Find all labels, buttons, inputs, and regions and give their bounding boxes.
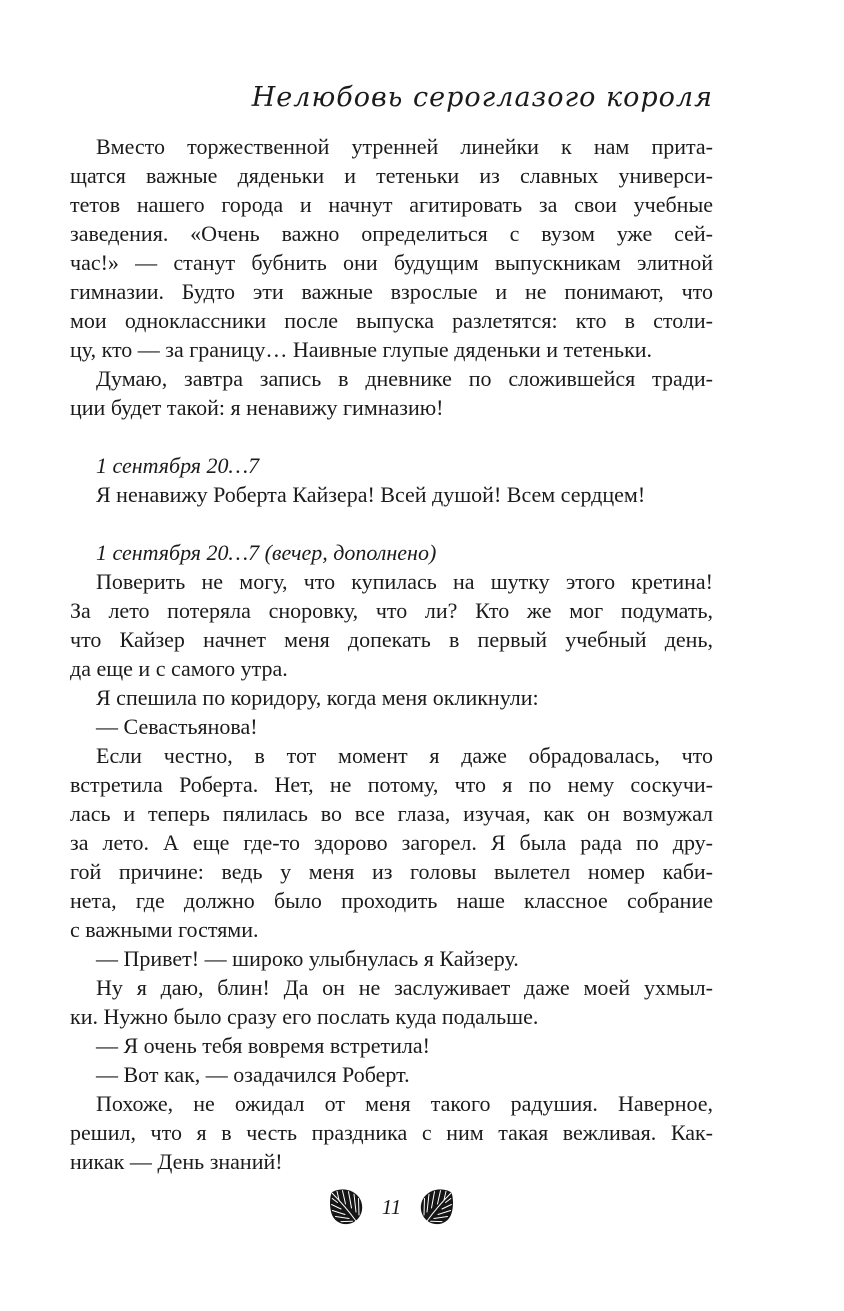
paragraph	[70, 538, 713, 567]
text-line: заведения. «Очень важно определиться с вузом уже сей-	[70, 221, 713, 246]
text-line: Вместо торжественной утренней линейки к нам прита-	[96, 134, 713, 159]
page-number: 11	[381, 1194, 402, 1219]
text-line: Думаю, завтра запись в дневнике по сложившейся тради-	[96, 366, 713, 391]
paragraph	[70, 364, 713, 422]
text-line: Поверить не могу, что купилась на шутку этого кретина!	[96, 569, 713, 594]
text-line: ции будет такой: я ненавижу гимназию!	[70, 395, 444, 420]
text-line: — Вот как, — озадачился Роберт.	[96, 1062, 410, 1087]
leaf-icon-right	[418, 1188, 455, 1226]
paragraph	[70, 944, 713, 973]
paragraph	[70, 973, 713, 1031]
paragraph	[70, 567, 713, 683]
text-line: 1 сентября 20…7 (вечер, дополнено)	[96, 540, 437, 565]
paragraph	[70, 132, 713, 364]
text-line: гимназии. Будто эти важные взрослые и не понимают, что	[70, 279, 713, 304]
text-line: Похоже, не ожидал от меня такого радушия. Наверное,	[96, 1091, 713, 1116]
text-line: 1 сентября 20…7	[96, 453, 260, 478]
text-line: цу, кто — за границу… Наивные глупые дяденьки и тетеньки.	[70, 337, 653, 362]
text-line: За лето потеряла сноровку, что ли? Кто же мог подумать,	[70, 598, 713, 623]
text-line: Если честно, в тот момент я даже обрадовалась, что	[96, 743, 713, 768]
paragraph	[70, 683, 713, 712]
paragraph	[70, 480, 713, 509]
text-line: Я ненавижу Роберта Кайзера! Всей душой! Всем сердцем!	[96, 482, 646, 507]
text-line: — Я очень тебя вовремя встретила!	[96, 1033, 430, 1058]
running-header-title: Нелюбовь сероглазого короля	[251, 82, 713, 113]
paragraph	[70, 1060, 713, 1089]
text-line: — Севастьянова!	[96, 714, 258, 739]
text-line: встретила Роберта. Нет, не потому, что я по нему соскучи-	[70, 772, 713, 797]
body-text	[70, 132, 713, 1176]
text-line: Ну я даю, блин! Да он не заслуживает даже моей ухмыл-	[96, 975, 713, 1000]
paragraph	[70, 451, 713, 480]
text-line: нета, где должно было проходить наше классное собрание	[70, 888, 713, 913]
text-line: гой причине: ведь у меня из головы вылетел номер каби-	[70, 859, 713, 884]
text-line: час!» — станут бубнить они будущим выпускникам элитной	[70, 250, 713, 275]
text-line: с важными гостями.	[70, 917, 259, 942]
text-line: щатся важные дяденьки и тетеньки из славных универси-	[70, 163, 713, 188]
paragraph	[70, 712, 713, 741]
leaf-icon-left	[328, 1188, 365, 1226]
page-footer	[70, 1188, 713, 1226]
paragraph	[70, 1089, 713, 1176]
text-line: никак — День знаний!	[70, 1149, 283, 1174]
text-line: тетов нашего города и начнут агитировать за свои учебные	[70, 192, 713, 217]
text-line: да еще и с самого утра.	[70, 656, 288, 681]
text-line: решил, что я в честь праздника с ним такая вежливая. Как-	[70, 1120, 713, 1145]
paragraph	[70, 1031, 713, 1060]
text-line: ки. Нужно было сразу его послать куда подальше.	[70, 1004, 539, 1029]
text-line: что Кайзер начнет меня допекать в первый учебный день,	[70, 627, 713, 652]
text-line: — Привет! — широко улыбнулась я Кайзеру.	[96, 946, 519, 971]
text-line: за лето. А еще где-то здорово загорел. Я была рада по дру-	[70, 830, 713, 855]
text-line: мои одноклассники после выпуска разлетятся: кто в столи-	[70, 308, 713, 333]
text-line: Я спешила по коридору, когда меня окликнули:	[96, 685, 539, 710]
text-line: лась и теперь пялилась во все глаза, изучая, как он возмужал	[70, 801, 713, 826]
paragraph	[70, 741, 713, 944]
